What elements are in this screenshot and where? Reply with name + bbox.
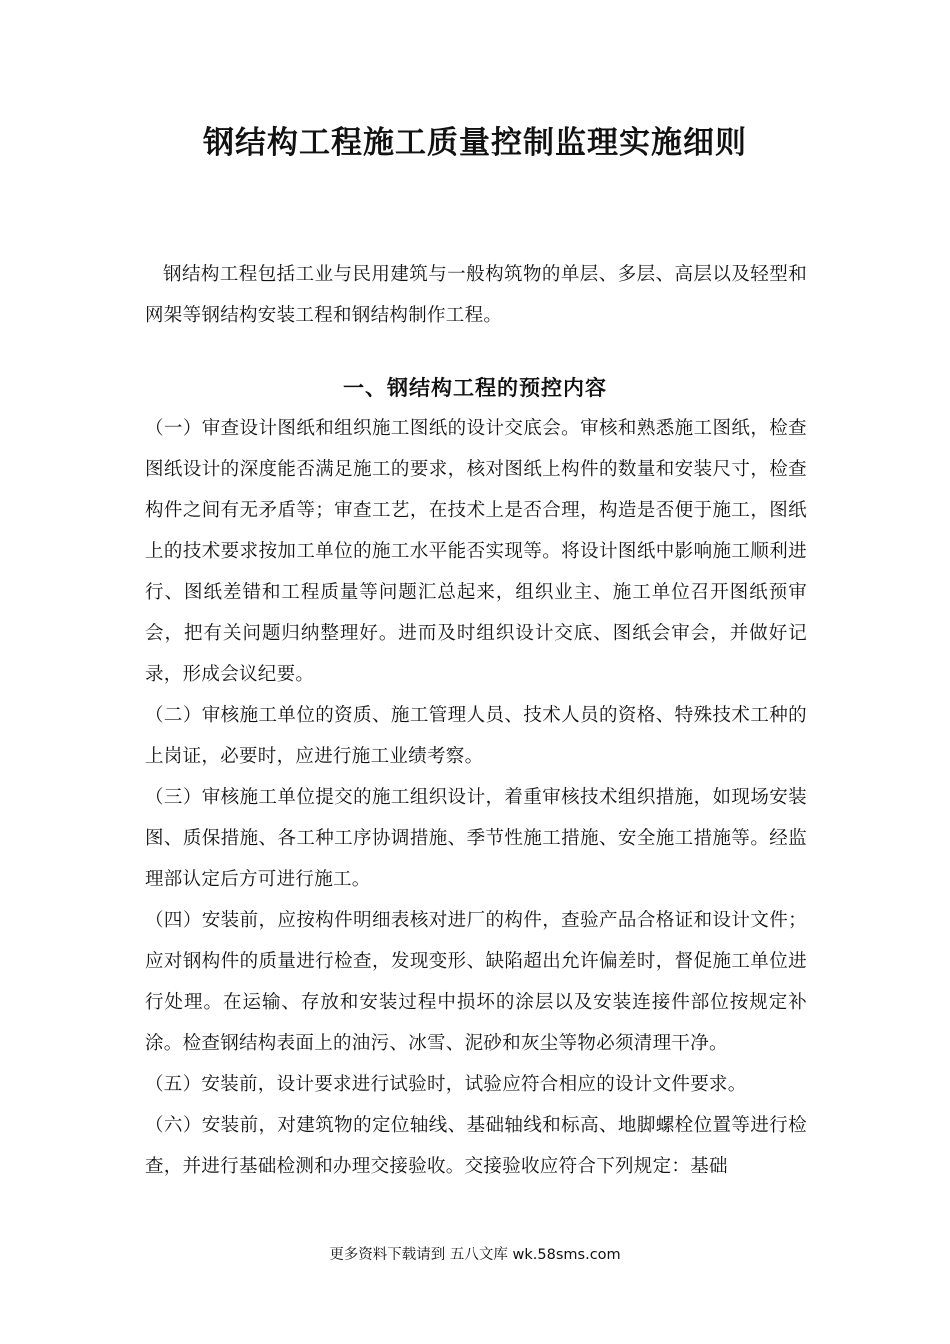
page-footer: 更多资料下载请到 五八文库 wk.58sms.com [329, 1247, 621, 1263]
list-item: （一）审查设计图纸和组织施工图纸的设计交底会。审核和熟悉施工图纸，检查图纸设计的深度能否满足施工的要求，核对图纸上构件的数量和安装尺寸，检查构件之间有无矛盾等；审查工艺，在技术上是否合理，构造是否便于施工，图纸上的技术要求按加工单位的施工水平能否实现等。将设计图纸中影响施工顺利进行、图纸差错和工程质量等问题汇总起来，组织业主、施工单位召开图纸预审会，把有关问题归纳整理好。进而及时组织设计交底、图纸会审会，并做好记录，形成会议纪要。 [145, 418, 807, 685]
document-title: 钢结构工程施工质量控制监理实施细则 [203, 125, 747, 161]
section-heading: 一、钢结构工程的预控内容 [343, 375, 607, 400]
list-item: （四）安装前，应按构件明细表核对进厂的构件，查验产品合格证和设计文件；应对钢构件的质量进行检查，发现变形、缺陷超出允许偏差时，督促施工单位进行处理。在运输、存放和安装过程中损坏的涂层以及安装连接件部位按规定补涂。检查钢结构表面上的油污、冰雪、泥砂和灰尘等物必须清理干净。 [145, 910, 807, 1054]
list-item: （六）安装前，对建筑物的定位轴线、基础轴线和标高、地脚螺栓位置等进行检查，并进行基础检测和办理交接验收。交接验收应符合下列规定：基础 [145, 1115, 807, 1177]
list-item: （二）审核施工单位的资质、施工管理人员、技术人员的资格、特殊技术工种的上岗证，必要时，应进行施工业绩考察。 [145, 705, 807, 767]
intro-paragraph: 钢结构工程包括工业与民用建筑与一般构筑物的单层、多层、高层以及轻型和网架等钢结构安装工程和钢结构制作工程。 [145, 264, 807, 326]
list-item: （五）安装前，设计要求进行试验时，试验应符合相应的设计文件要求。 [145, 1074, 747, 1095]
list-item: （三）审核施工单位提交的施工组织设计，着重审核技术组织措施，如现场安装图、质保措施、各工种工序协调措施、季节性施工措施、安全施工措施等。经监理部认定后方可进行施工。 [145, 787, 807, 890]
control-items-list [145, 408, 807, 1187]
